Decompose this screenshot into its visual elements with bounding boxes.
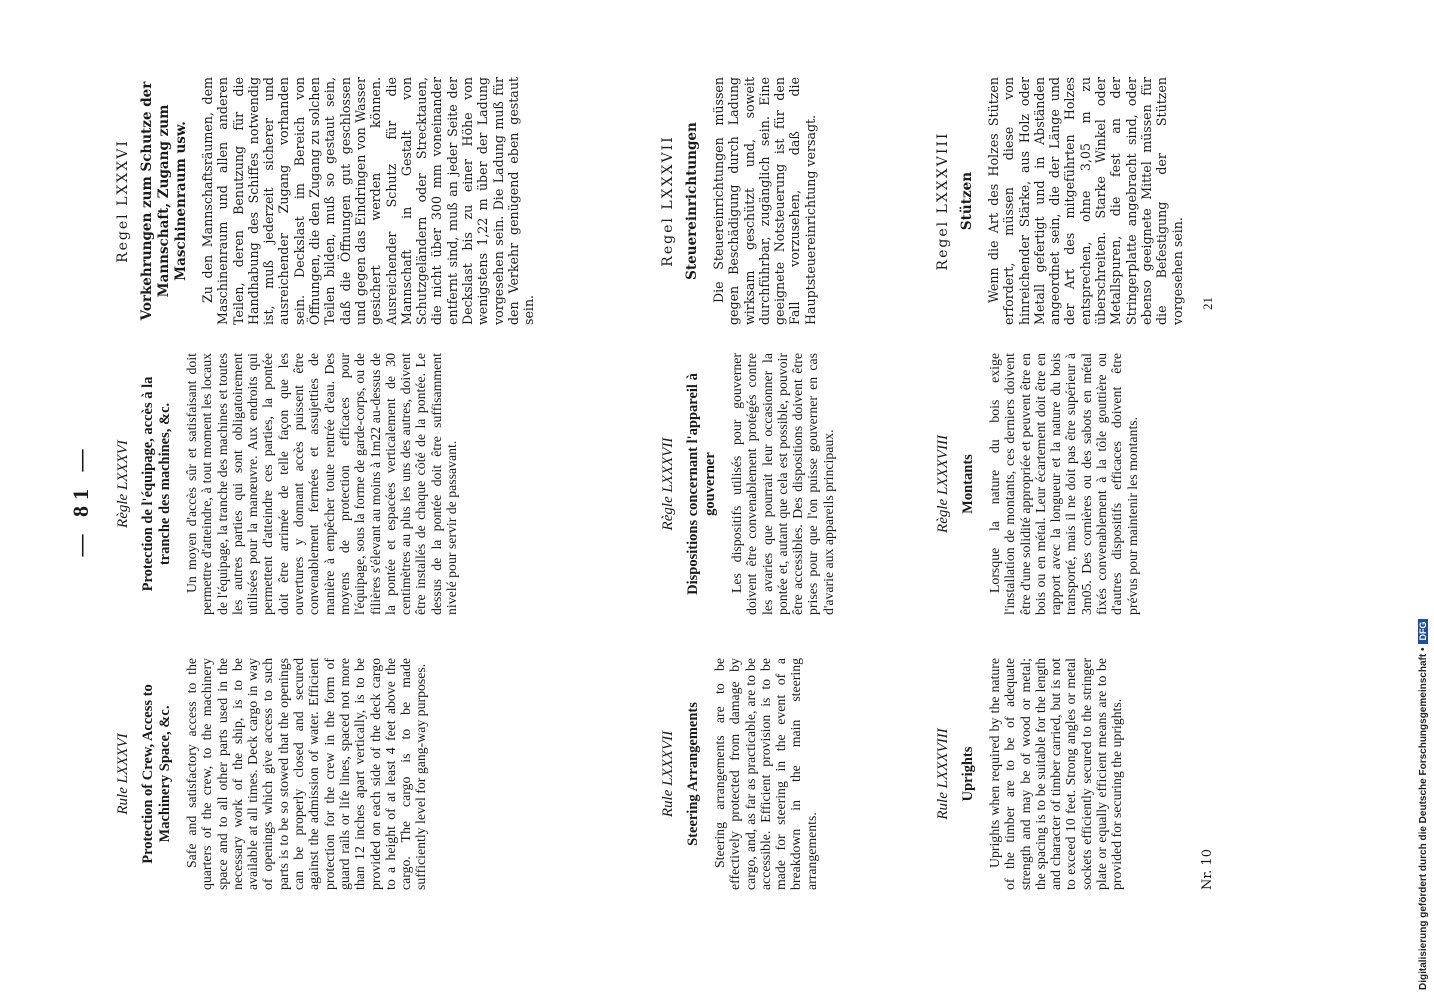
german-column (660, 77, 818, 325)
rule-heading: Dispositions concernant l'appareil à gouverner (685, 373, 718, 595)
rule-heading: Protection of Crew, Access to Machinery Space, &c. (140, 684, 173, 864)
dfg-logo: DFG (1418, 619, 1428, 644)
rule-heading: Steering Arrangements (685, 702, 701, 846)
french-column (115, 353, 459, 615)
rule-body: Safe and satisfactory access to the quarters of the crew, to the machinery space and to all other parts used in the necessary work of the ship, is to be available at all times. Deck cargo in way of openings which give access to such parts is to be so stowed that the openings can be properly closed and secured against the admission of water. Efficient protection for the crew in the form of guard rails or life lines, spaced not more than 12 inches apart vertically, is to be provided on each side of the deck cargo to a height of at least 4 feet above the cargo. The cargo is to be made sufficiently level for gang-way purposes. (184, 658, 429, 890)
rule-title: Rule LXXXVII (660, 730, 676, 818)
credit-text: Digitalisierung gefördert durch die Deutsche Forschungsgemeinschaft • (1418, 647, 1429, 990)
rule-body: Les dispositifs utilisés pour gouverner doivent être convenablement protégés contre les avaries que pourrait leur occasionner la pontée et, autant que cela est possible, pouvoir être accessibles. Des dispositions doivent être prises pour que l'on puisse gouverner en cas d'avarie aux appareils principaux. (729, 353, 836, 615)
rule-body: Un moyen d'accès sûr et satisfaisant doit permettre d'atteindre, à tout moment les locaux de l'équipage, la tranche des machines et toutes les autres parties qui sont obligatoirement utilisées pour la manœuvre. Aux endroits qui permettent d'atteindre ces parties, la pontée doit être arrimée de telle façon que les ouvertures y donnant accès puissent être convenablement fermées et assujetties de manière à empêcher toute rentrée d'eau. Des moyens de protection efficaces pour l'équipage, sous la forme de garde-corps, ou de filières s'élevant au moins à 1m22 au-dessus de la pontée et espacées verticalement de 30 centimètres au plus les uns des autres, doivent être installés de chaque côté de la pontée. Le dessus de la pontée doit être suffisamment nivelé pour servir de passavant. (184, 353, 460, 615)
rule-title: Regel LXXXVI (115, 139, 131, 263)
digitization-credit (1418, 590, 1429, 990)
rule-heading: Vorkehrungen zum Schutze der Mannschaft, Zugang zum Maschinenraum usw. (139, 81, 189, 321)
rule-title: Rule LXXXVI (115, 733, 131, 815)
rule-body: Die Steuereinrichtungen müssen gegen Beschädigung durch Ladung wirksam geschützt und, soweit durchführbar, zugänglich sein. Eine geeignete Notsteuerung ist für den Fall vorzusehen, daß die Hauptsteuereinrichtung versagt. (711, 77, 818, 325)
rule-title: Règle LXXXVII (660, 437, 676, 531)
german-column (115, 77, 537, 325)
rule-body: Steering arrangements are to be effectively protected from damage by cargo, and, as far as practicable, are to be accessible. Efficient provision is to be made for steering in the event of a breakdown in the main steering arrangements. (712, 658, 819, 890)
french-column (935, 353, 1140, 615)
rule-body: Uprights when required by the nature of the timber are to be of adequate strength and may be of wood or metal; the spacing is to be suitable for the length and character of timber carried, but is not to exceed 10 feet. Strong angles or metal sockets efficiently secured to the stringer plate or equally efficient means are to be provided for securing the uprights. (987, 658, 1125, 890)
rule-heading: Steuereinrichtungen (684, 122, 700, 280)
rule-title: Rule LXXXVIII (935, 728, 951, 820)
rule-title: Regel LXXXVIII (935, 131, 951, 271)
rule-heading: Uprights (960, 746, 976, 802)
rule-title: Règle LXXXVI (115, 440, 131, 528)
english-column (660, 658, 819, 890)
rule-heading: Stützen (959, 171, 975, 231)
english-column (115, 658, 429, 890)
rule-heading: Protection de l'équipage, accès à la tranche des machines, &c. (140, 376, 173, 592)
rule-body: Zu den Mannschaftsräumen, dem Maschinenraum und allen anderen Teilen, deren Benutzung für die Handhabung des Schiffes notwendig ist, muß jederzeit sicherer und ausreichender Zugang vorhanden sein. Deckslast im Bereich von Öffnungen, die den Zugang zu solchen Teilen bilden, muß so gestaut sein, daß die Öffnungen gut geschlossen und gegen das Eindringen von Wasser gesichert werden können. Ausreichender Schutz für die Mannschaft in Gestalt von Schutzgeländern oder Strecktauen, die nicht über 300 mm voneinander entfernt sind, muß an jeder Seite der Deckslast bis zu einer Höhe von wenigstens 1,22 m über der Ladung vorgesehen sein. Die Ladung muß für den Verkehr genügend eben gestaut sein. (200, 77, 537, 325)
rule-heading: Montants (960, 454, 976, 514)
english-column (935, 658, 1125, 890)
rule-body: Wenn die Art des Holzes Stützen erfordert, müssen diese von hinreichender Stärke, aus Holz oder Metall gefertigt und in Abständen angeordnet sein, die der Länge und der Art des mitgeführten Holzes entsprechen, ohne 3,05 m zu überschreiten. Starke Winkel oder Metallspuren, die fest an der Stringerplatte angebracht sind, oder ebenso geeignete Mittel müssen für die Befestigung der Stützen vorgesehen sein. (986, 77, 1185, 325)
german-column (935, 77, 1185, 325)
footer-issue-number: Nr. 10 (1200, 849, 1215, 890)
rule-body: Lorsque la nature du bois exige l'installation de montants, ces derniers doivent être d'une solidité appropriée et peuvent être en bois ou en métal. Leur écartement doit être en rapport avec la longueur et la nature du bois transporté, mais il ne doit pas être supérieur à 3m05. Des cornières ou des sabots en métal fixés convenablement à la tôle gouttière ou d'autres dispositifs efficaces doivent être prévus pour maintenir les montants. (987, 353, 1140, 615)
rule-title: Règle LXXXVIII (935, 435, 951, 533)
page-number: — 81 — (68, 443, 93, 557)
footer-page-number: 21 (1200, 297, 1215, 310)
french-column (660, 353, 836, 615)
rule-title: Regel LXXXVII (660, 135, 676, 267)
